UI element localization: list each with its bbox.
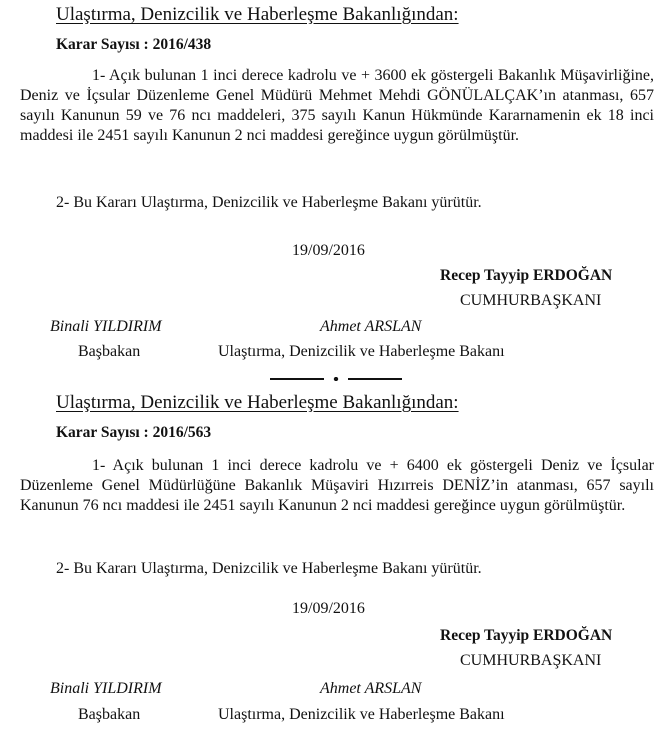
minister-name: Ahmet ARSLAN <box>320 318 422 335</box>
minister-title: Ulaştırma, Denizcilik ve Haberleşme Bakanı <box>218 343 505 360</box>
date: 19/09/2016 <box>292 242 365 259</box>
pm-title: Başbakan <box>78 706 141 723</box>
decision-number: Karar Sayısı : 2016/438 <box>56 36 212 53</box>
minister-title: Ulaştırma, Denizcilik ve Haberleşme Bakanı <box>218 706 505 723</box>
article-2: 2- Bu Kararı Ulaştırma, Denizcilik ve Haberleşme Bakanı yürütür. <box>56 560 482 577</box>
minister-name: Ahmet ARSLAN <box>320 680 422 697</box>
president-title: CUMHURBAŞKANI <box>460 652 602 669</box>
pm-name: Binali YILDIRIM <box>50 680 162 697</box>
pm-name: Binali YILDIRIM <box>50 318 162 335</box>
date: 19/09/2016 <box>292 600 365 617</box>
ministry-heading: Ulaştırma, Denizcilik ve Haberleşme Bakanlığından: <box>56 4 459 25</box>
president-name: Recep Tayyip ERDOĞAN <box>440 627 613 644</box>
decision-number: Karar Sayısı : 2016/563 <box>56 424 212 441</box>
ministry-heading: Ulaştırma, Denizcilik ve Haberleşme Bakanlığından: <box>56 392 459 413</box>
president-title: CUMHURBAŞKANI <box>460 292 602 309</box>
article-2: 2- Bu Kararı Ulaştırma, Denizcilik ve Haberleşme Bakanı yürütür. <box>56 194 482 211</box>
president-name: Recep Tayyip ERDOĞAN <box>440 267 613 284</box>
article-1: 1- Açık bulunan 1 inci derece kadrolu ve + 6400 ek göstergeli Deniz ve İçsular Düzenleme Genel Müdürlüğüne Bakanlık Müşaviri Hızırreis DENİZ’in atanması, 657 sayılı Kanunun 76 ncı maddesi ile 2451 sayılı Kanunun 2 nci maddesi gereğince uygun görülmüştür. <box>20 457 654 514</box>
article-1: 1- Açık bulunan 1 inci derece kadrolu ve + 3600 ek göstergeli Bakanlık Müşavirliğine, Deniz ve İçsular Düzenleme Genel Müdürü Mehmet Mehdi GÖNÜLALÇAK’ın atanması, 657 sayılı Kanunun 59 ve 76 ncı maddeleri, 375 sayılı Kanun Hükmünde Kararnamenin ek 18 inci maddesi ile 2451 sayılı Kanunun 2 nci maddesi gereğince uygun görülmüştür. <box>20 67 654 144</box>
section-divider <box>0 377 670 381</box>
pm-title: Başbakan <box>78 343 141 360</box>
